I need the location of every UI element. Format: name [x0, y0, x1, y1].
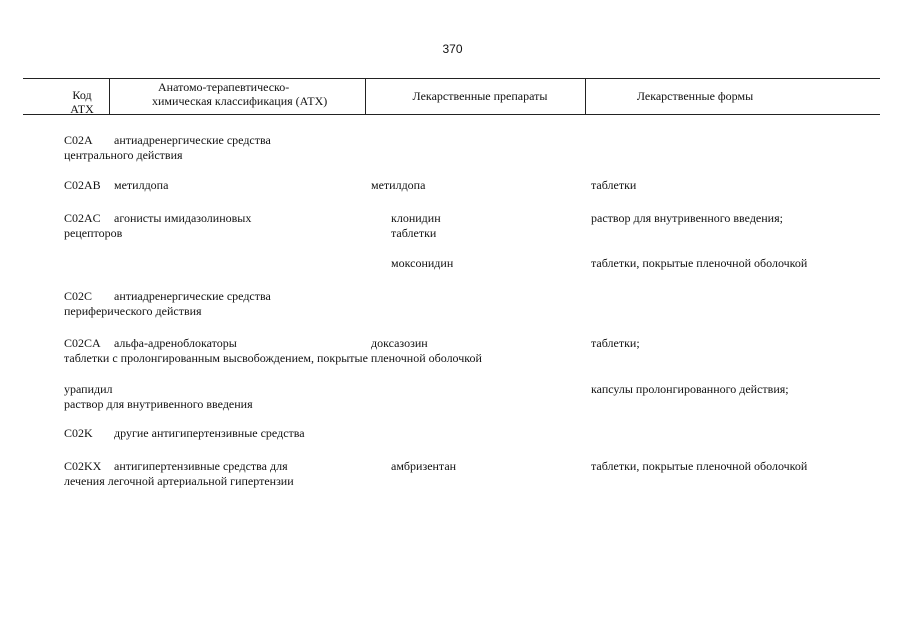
atc-name-cont: периферического действия — [64, 304, 202, 318]
atc-code: C02KX — [64, 459, 102, 473]
dosage-form-cont: раствор для внутривенного введения — [64, 397, 253, 411]
atc-name: антиадренергические средства — [114, 133, 271, 147]
dosage-form-cont: таблетки с пролонгированным высвобождением, покрытые пленочной оболочкой — [64, 351, 482, 365]
header-divider — [109, 78, 110, 114]
dosage-form: таблетки — [591, 178, 637, 192]
atc-name: антигипертензивные средства для — [114, 459, 288, 473]
header-forms: Лекарственные формы — [636, 89, 754, 103]
header-code-line1: Код — [72, 88, 92, 102]
atc-code: C02C — [64, 289, 93, 303]
atc-code: C02K — [64, 426, 93, 440]
dosage-form: таблетки; — [591, 336, 640, 350]
atc-code: C02AB — [64, 178, 101, 192]
atc-name-cont: рецепторов — [64, 226, 123, 240]
atc-name: антиадренергические средства — [114, 289, 271, 303]
header-classification-line2: химическая классификация (АТХ) — [152, 94, 328, 108]
atc-name: агонисты имидазолиновых — [114, 211, 252, 225]
header-classification-line1: Анатомо-терапевтическо- — [158, 80, 290, 94]
drug-name: урапидил — [64, 382, 113, 396]
drug-name: амбризентан — [391, 459, 457, 473]
atc-name: метилдопа — [114, 178, 169, 192]
atc-code: C02AC — [64, 211, 101, 225]
header-divider — [365, 78, 366, 114]
dosage-form: капсулы пролонгированного действия; — [591, 382, 789, 396]
drug-name: клонидин — [391, 211, 441, 225]
atc-name-cont: центрального действия — [64, 148, 183, 162]
dosage-form: таблетки, покрытые пленочной оболочкой — [591, 256, 808, 270]
atc-code: C02A — [64, 133, 93, 147]
atc-name: альфа-адреноблокаторы — [114, 336, 237, 350]
header-divider — [585, 78, 586, 114]
dosage-form-cont: таблетки — [391, 226, 437, 240]
header-drugs: Лекарственные препараты — [412, 89, 548, 103]
atc-name-cont: лечения легочной артериальной гипертензии — [64, 474, 294, 488]
header-bottom-rule — [23, 114, 880, 115]
drug-name: метилдопа — [371, 178, 426, 192]
dosage-form: таблетки, покрытые пленочной оболочкой — [591, 459, 808, 473]
page-number: 370 — [442, 42, 463, 56]
drug-name: моксонидин — [391, 256, 454, 270]
dosage-form: раствор для внутривенного введения; — [591, 211, 783, 225]
header-code-line2: АТХ — [70, 102, 94, 116]
header-top-rule — [23, 78, 880, 79]
header-code — [62, 88, 102, 116]
atc-name: другие антигипертензивные средства — [114, 426, 305, 440]
drug-name: доксазозин — [371, 336, 428, 350]
header-classification — [152, 80, 362, 108]
atc-code: C02CA — [64, 336, 101, 350]
